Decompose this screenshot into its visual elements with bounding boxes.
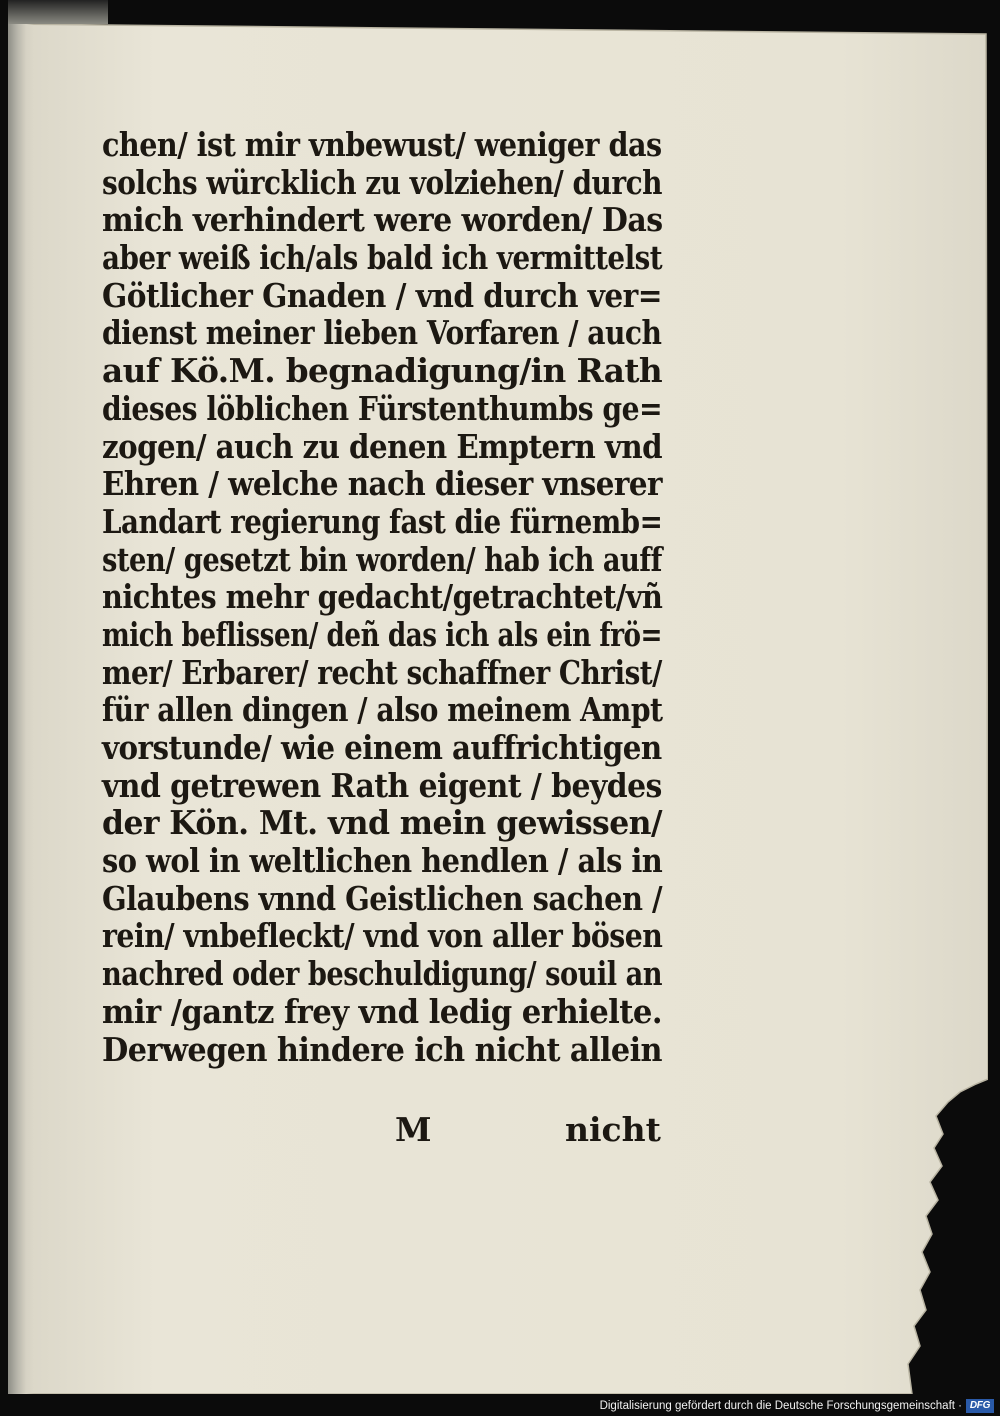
text-line: vnd getrewen Rath eigent / beydes bbox=[102, 765, 662, 805]
text-line: zogen/ auch zu denen Emptern vnd bbox=[102, 426, 663, 466]
text-line: mer/ Erbarer/ recht schaffner Christ/ bbox=[102, 652, 662, 692]
text-line: rein/ vnbefleckt/ vnd von aller bösen bbox=[102, 916, 663, 956]
page-top-edge bbox=[8, 0, 108, 24]
text-line: mich verhindert were worden/ Das bbox=[102, 200, 663, 240]
page-text bbox=[102, 126, 677, 1068]
dfg-logo: DFG bbox=[966, 1399, 994, 1413]
text-line: dieses löblichen Fürstenthumbs ge= bbox=[102, 388, 663, 428]
text-line: aber weiß ich/als bald ich vermittelst bbox=[102, 238, 663, 278]
text-line: Landart regierung fast die fürnemb= bbox=[102, 501, 663, 541]
text-line: der Kön. Mt. vnd mein gewissen/ bbox=[102, 803, 662, 843]
catchword: nicht bbox=[565, 1110, 661, 1149]
text-line: mich beflissen/ deñ das ich als ein frö= bbox=[102, 614, 663, 654]
text-line: Götlicher Gnaden / vnd durch ver= bbox=[102, 275, 662, 315]
text-line: vorstunde/ wie einem auffrichtigen bbox=[102, 728, 662, 767]
text-line: Ehren / welche nach dieser vnserer bbox=[102, 464, 662, 504]
text-line: solchs würcklich zu volziehen/ durch bbox=[102, 162, 662, 202]
text-line: auf Kö.M. begnadigung/in Rath bbox=[102, 351, 663, 391]
text-line: Glaubens vnnd Geistlichen sachen / bbox=[102, 878, 663, 918]
text-line: Derwegen hindere ich nicht allein bbox=[102, 1029, 663, 1069]
text-line: für allen dingen / also meinem Ampt bbox=[102, 690, 663, 730]
funding-credit: Digitalisierung gefördert durch die Deutsche Forschungsgemeinschaft · bbox=[599, 1400, 962, 1412]
footer-bar bbox=[0, 1394, 1000, 1416]
text-line: nichtes mehr gedacht/getrachtet/vñ bbox=[102, 577, 663, 617]
text-line: nachred oder beschuldigung/ souil an bbox=[102, 954, 663, 994]
text-line: chen/ ist mir vnbewust/ weniger das bbox=[102, 125, 662, 164]
text-line: dienst meiner lieben Vorfaren / auch bbox=[102, 313, 662, 353]
text-line: sten/ gesetzt bin worden/ hab ich auff bbox=[102, 539, 662, 579]
text-line: so wol in weltlichen hendlen / als in bbox=[102, 841, 663, 881]
binding-edge bbox=[8, 24, 34, 1394]
text-line: mir /gantz frey vnd ledig erhielte. bbox=[102, 991, 663, 1031]
signature-mark: M bbox=[395, 1110, 432, 1149]
